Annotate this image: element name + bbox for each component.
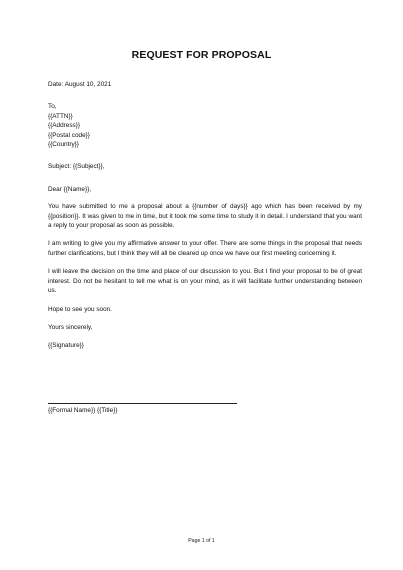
signature-placeholder: {{Signature}} xyxy=(48,342,84,350)
paragraph-1: You have submitted to me a proposal about a {{number of days}} ago which has been received by my {{position}}. It was given to me in time, but it took me some time to study it in detail. I understand that you want a reply to your proposal as soon as possible. xyxy=(48,203,362,230)
closing: Yours sincerely, xyxy=(48,323,93,331)
closing-hope: Hope to see you soon. xyxy=(48,305,112,313)
recipient-postal-code: {{Postal code}} xyxy=(48,131,90,139)
recipient-block xyxy=(48,102,362,149)
subject-line: Subject: {{Subject}}, xyxy=(48,163,105,171)
recipient-attn: {{ATTN}} xyxy=(48,112,73,120)
recipient-country: {{Country}} xyxy=(48,141,79,149)
paragraph-2: I am writing to give you my affirmative answer to your offer. There are some things in the proposal that needs further clarifications, but I think they will all be cleared up once we have our first meeting concerning it. xyxy=(48,240,362,257)
recipient-to: To, xyxy=(48,103,57,111)
letter-body xyxy=(48,80,362,351)
document-title: REQUEST FOR PROPOSAL xyxy=(131,49,272,61)
date-line: Date: August 10, 2021 xyxy=(48,81,112,88)
signature-line xyxy=(48,403,237,404)
paragraph-3: I will leave the decision on the time and place of our discussion to you. But I find your proposal to be of great interest. Do not be hesitant to tell me what is on your mind, as it will facilitate further understanding between us. xyxy=(48,268,362,295)
salutation: Dear {{Name}}, xyxy=(48,185,91,193)
page-number: Page 1 of 1 xyxy=(188,538,215,544)
recipient-address: {{Address}} xyxy=(48,122,80,130)
formal-name-title: {{Formal Name}} {{Title}} xyxy=(48,407,118,414)
